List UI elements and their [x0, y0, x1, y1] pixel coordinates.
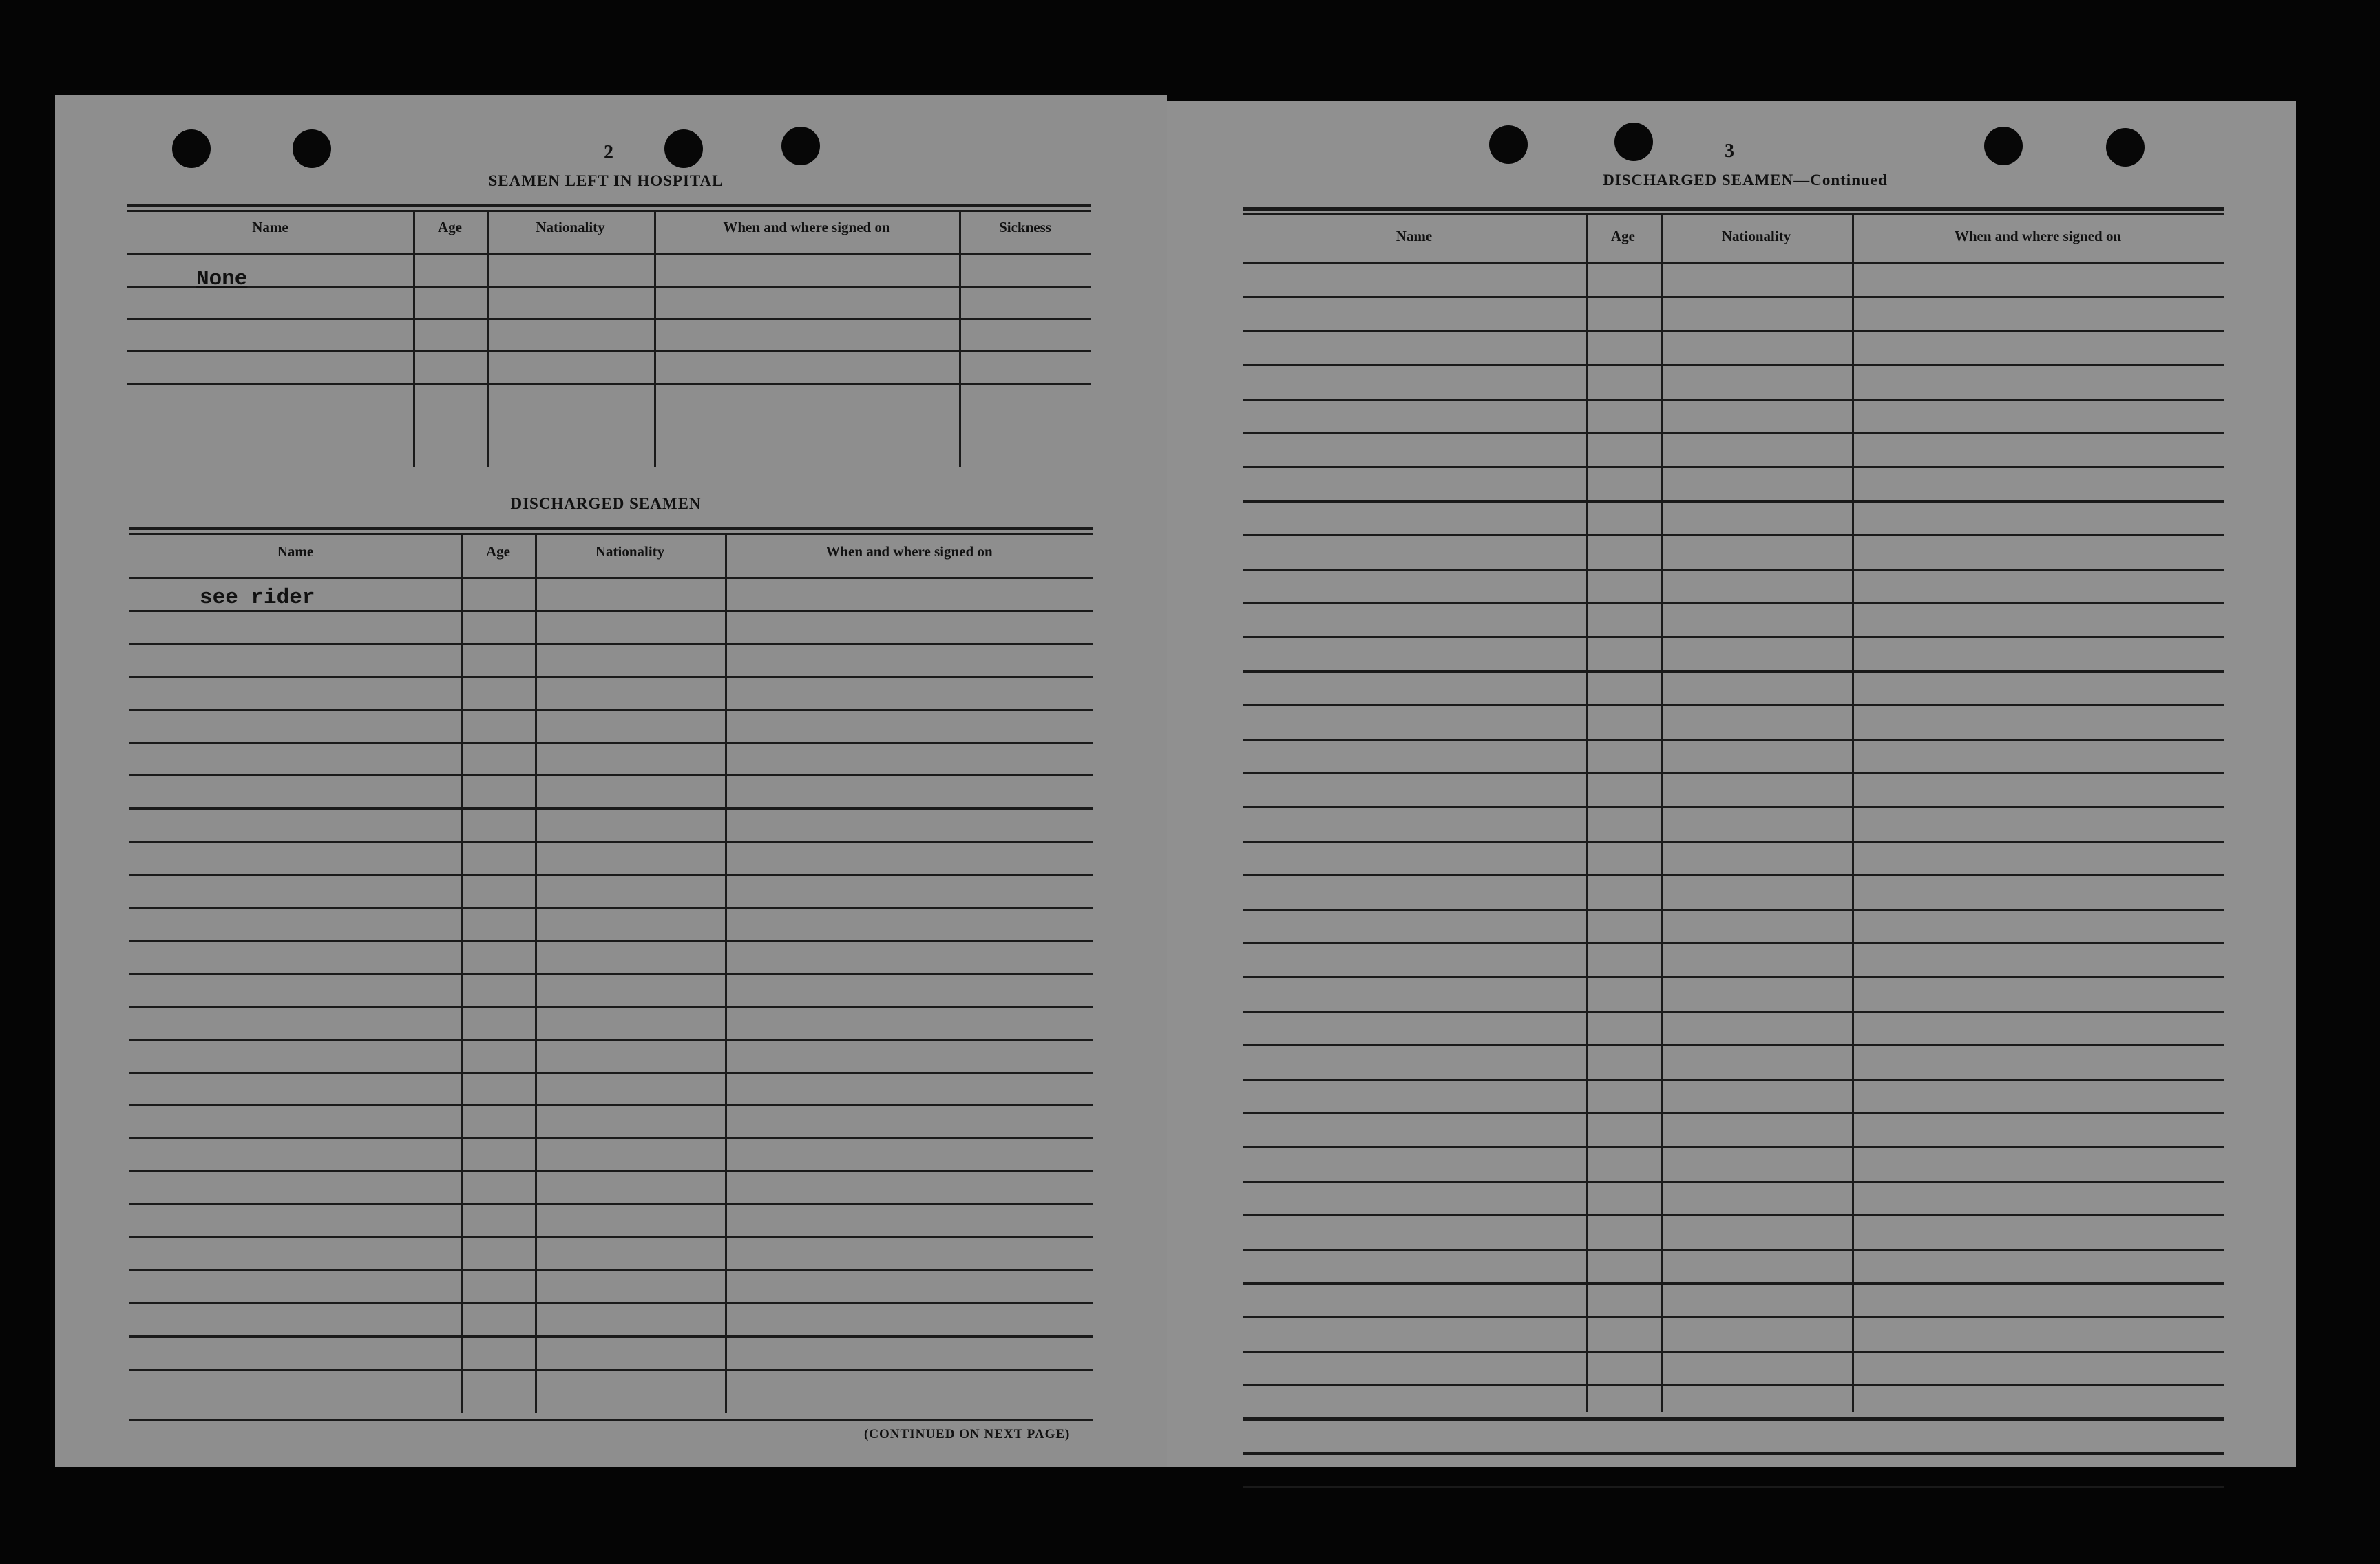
column-header: Nationality [595, 543, 665, 560]
table-row-rule [1243, 1044, 2224, 1046]
table-row-rule [1243, 1214, 2224, 1216]
table-column-divider [1661, 213, 1663, 1412]
table-row-rule [1243, 466, 2224, 468]
column-header: When and where signed on [1954, 228, 2122, 244]
binder-hole [293, 129, 331, 168]
discharged-continued-title: DISCHARGED SEAMEN—Continued [1603, 171, 1888, 189]
column-header: Name [1396, 228, 1433, 244]
table-row-rule [129, 841, 1093, 843]
table-row-rule [129, 940, 1093, 942]
table-row-rule [1243, 806, 2224, 808]
table-row-rule [1243, 432, 2224, 434]
table-row-rule [1243, 296, 2224, 298]
table-header-rule [127, 253, 1091, 255]
column-header: Age [438, 219, 462, 235]
table-row-rule [1243, 1079, 2224, 1081]
hospital-section-title: SEAMEN LEFT IN HOSPITAL [488, 172, 724, 189]
table-row-rule [1243, 1011, 2224, 1013]
table-row-rule [1243, 704, 2224, 706]
table-row-rule [129, 874, 1093, 876]
table-column-divider [487, 210, 489, 467]
table-row-rule [127, 286, 1091, 288]
column-header: Age [1611, 228, 1635, 244]
table-row-rule [129, 1104, 1093, 1106]
table-row-rule [129, 1170, 1093, 1172]
table-row-rule [1243, 1282, 2224, 1285]
hospital-entry-name: None [196, 267, 248, 291]
binder-hole [1489, 125, 1528, 164]
table-row-rule [1243, 772, 2224, 774]
binder-hole [1614, 123, 1653, 161]
page-number: 2 [604, 142, 613, 163]
table-top-rule [129, 533, 1093, 535]
table-row-rule [129, 1269, 1093, 1271]
table-row-rule [129, 774, 1093, 776]
column-header: Name [252, 219, 288, 235]
table-top-rule [1243, 207, 2224, 211]
table-row-rule [1243, 1249, 2224, 1251]
table-row-rule [1243, 1452, 2224, 1455]
binder-hole [172, 129, 211, 168]
table-row-rule [1243, 739, 2224, 741]
binder-hole [2106, 128, 2145, 167]
table-header-rule [129, 577, 1093, 579]
column-header: When and where signed on [825, 543, 993, 560]
table-row-rule [1243, 670, 2224, 673]
table-top-rule [127, 210, 1091, 212]
table-row-rule [129, 709, 1093, 711]
table-column-divider [461, 533, 463, 1413]
table-row-rule [127, 350, 1091, 352]
table-top-rule [1243, 213, 2224, 215]
table-row-rule [1243, 1112, 2224, 1114]
table-row-rule [129, 907, 1093, 909]
table-row-rule [129, 1236, 1093, 1238]
column-header: Nationality [536, 219, 605, 235]
table-row-rule [1243, 500, 2224, 503]
table-column-divider [654, 210, 656, 467]
column-header: Name [277, 543, 314, 560]
table-row-rule [1243, 1384, 2224, 1386]
table-row-rule [1243, 1351, 2224, 1353]
table-bottom-rule [129, 1419, 1093, 1421]
table-row-rule [129, 807, 1093, 810]
table-row-rule [1243, 399, 2224, 401]
table-row-rule [1243, 534, 2224, 536]
binder-hole [1984, 127, 2023, 165]
table-header-rule [1243, 262, 2224, 264]
table-row-rule [1243, 1316, 2224, 1318]
page-number: 3 [1725, 140, 1734, 162]
table-row-rule [129, 973, 1093, 975]
table-top-rule [129, 527, 1093, 530]
table-row-rule [1243, 602, 2224, 604]
table-row-rule [1243, 841, 2224, 843]
left-page [55, 95, 1167, 1467]
table-row-rule [1243, 1486, 2224, 1488]
table-row-rule [129, 610, 1093, 612]
table-row-rule [129, 676, 1093, 678]
table-row-rule [1243, 976, 2224, 978]
table-row-rule [1243, 874, 2224, 876]
table-row-rule [127, 383, 1091, 385]
column-header: Age [486, 543, 510, 560]
table-row-rule [1243, 636, 2224, 638]
table-row-rule [129, 1335, 1093, 1338]
column-header: Sickness [999, 219, 1051, 235]
table-column-divider [725, 533, 727, 1413]
table-column-divider [1852, 213, 1854, 1412]
column-header: When and where signed on [723, 219, 890, 235]
table-row-rule [1243, 909, 2224, 911]
column-header: Nationality [1721, 228, 1791, 244]
binder-hole [664, 129, 703, 168]
table-row-rule [1243, 364, 2224, 366]
table-row-rule [129, 1368, 1093, 1371]
table-row-rule [129, 1006, 1093, 1008]
table-column-divider [413, 210, 415, 467]
continued-footer: (CONTINUED ON NEXT PAGE) [864, 1427, 1071, 1441]
binder-hole [781, 127, 820, 165]
table-row-rule [1243, 942, 2224, 944]
discharged-entry-name: see rider [200, 586, 315, 610]
table-bottom-rule [1243, 1417, 2224, 1419]
table-row-rule [129, 742, 1093, 744]
table-row-rule [129, 1072, 1093, 1074]
table-row-rule [1243, 569, 2224, 571]
table-row-rule [129, 1302, 1093, 1304]
table-row-rule [1243, 330, 2224, 332]
table-top-rule [127, 204, 1091, 207]
discharged-section-title: DISCHARGED SEAMEN [510, 495, 702, 512]
table-column-divider [1586, 213, 1588, 1412]
table-column-divider [959, 210, 961, 467]
table-row-rule [129, 1039, 1093, 1041]
table-row-rule [1243, 1181, 2224, 1183]
table-row-rule [1243, 1146, 2224, 1148]
table-column-divider [535, 533, 537, 1413]
table-row-rule [127, 318, 1091, 320]
table-row-rule [129, 643, 1093, 645]
table-row-rule [129, 1137, 1093, 1139]
table-row-rule [129, 1203, 1093, 1205]
right-page [1167, 101, 2296, 1467]
